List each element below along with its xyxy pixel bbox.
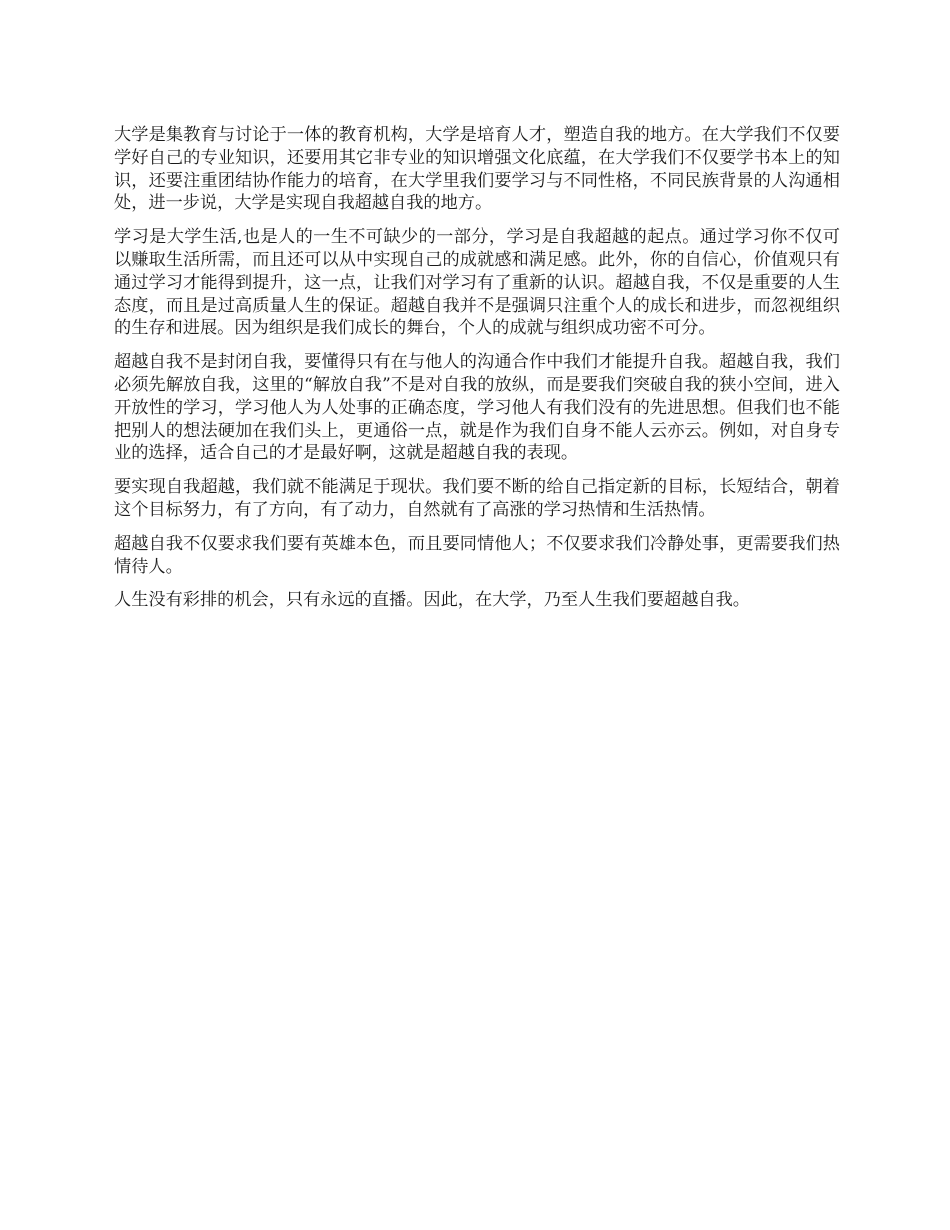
paragraph-2: 学习是大学生活,也是人的一生不可缺少的一部分，学习是自我超越的起点。通过学习你不仅可以赚取生活所需，而且还可以从中实现自己的成就感和满足感。此外，你的自信心，价值观只有通过学习才能得到提升，这一点，让我们对学习有了重新的认识。超越自我，不仅是重要的人生态度，而且是过高质量人生的保证。超越自我并不是强调只注重个人的成长和进步，而忽视组织的生存和进展。因为组织是我们成长的舞台，个人的成就与组织成功密不可分。 xyxy=(114,227,840,339)
paragraph-5: 超越自我不仅要求我们要有英雄本色，而且要同情他人；不仅要求我们冷静处事，更需要我们热情待人。 xyxy=(114,533,840,577)
paragraph-3: 超越自我不是封闭自我，要懂得只有在与他人的沟通合作中我们才能提升自我。超越自我，我们必须先解放自我，这里的“解放自我”不是对自我的放纵，而是要我们突破自我的狭小空间，进入开放性的学习，学习他人为人处事的正确态度，学习他人有我们没有的先进思想。但我们也不能把别人的想法硬加在我们头上，更通俗一点，就是作为我们自身不能人云亦云。例如，对自身专业的选择，适合自己的才是最好啊，这就是超越自我的表现。 xyxy=(114,352,840,464)
paragraph-6: 人生没有彩排的机会，只有永远的直播。因此，在大学，乃至人生我们要超越自我。 xyxy=(114,590,750,611)
document-body xyxy=(114,124,840,623)
paragraph-4: 要实现自我超越，我们就不能满足于现状。我们要不断的给自己指定新的目标，长短结合，朝着这个目标努力，有了方向，有了动力，自然就有了高涨的学习热情和生活热情。 xyxy=(114,477,840,520)
paragraph-1: 大学是集教育与讨论于一体的教育机构，大学是培育人才，塑造自我的地方。在大学我们不仅要学好自己的专业知识，还要用其它非专业的知识增强文化底蕴，在大学我们不仅要学书本上的知识，还要注重团结协作能力的培育，在大学里我们要学习与不同性格，不同民族背景的人沟通相处，进一步说，大学是实现自我超越自我的地方。 xyxy=(114,125,840,214)
